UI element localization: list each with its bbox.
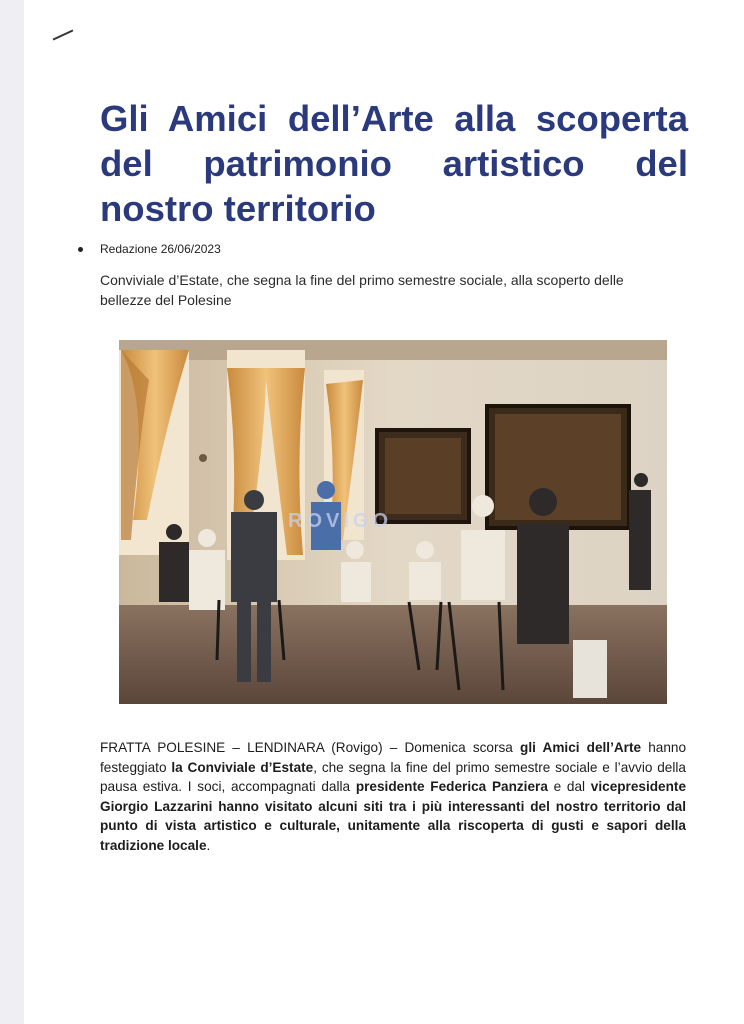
article-body	[100, 738, 686, 855]
article-byline	[78, 242, 221, 256]
body-bold-segment: vicepresidente Giorgio Lazzarini hanno visitato alcuni siti tra i più interessanti del nostro territorio dal punto di vista artistico e culturale, unitamente alla riscoperta di gusti e sapori della tradizione locale	[100, 779, 686, 853]
article-title: Gli Amici dell’Arte alla scoperta del patrimonio artistico del nostro territorio	[100, 98, 688, 229]
article-subtitle: Conviviale d’Estate, che segna la fine del primo semestre sociale, alla scoperto delle bellezze del Polesine	[100, 272, 624, 308]
article-photo	[119, 340, 667, 704]
body-text-segment: hanno festeggiato	[100, 740, 687, 775]
body-text-segment: e dal	[547, 779, 591, 794]
byline-text: Redazione 26/06/2023	[100, 242, 221, 256]
body-bold-segment: presidente Federica Panziera	[355, 779, 548, 794]
body-text-segment: FRATTA POLESINE – LENDINARA (Rovigo) – Domenica scorsa	[100, 740, 521, 755]
body-text-segment: .	[206, 837, 211, 853]
scan-left-edge	[0, 0, 24, 1024]
photo-watermark: ROVIGO	[288, 510, 393, 532]
bullet-icon	[78, 247, 83, 252]
body-bold-segment: gli Amici dell’Arte	[520, 740, 642, 755]
body-text-segment: , che segna la fine del primo semestre sociale e l’avvio della pausa estiva. I soci, accompagnati dalla	[100, 759, 686, 794]
body-bold-segment: la Conviviale d’Estate	[171, 759, 314, 775]
